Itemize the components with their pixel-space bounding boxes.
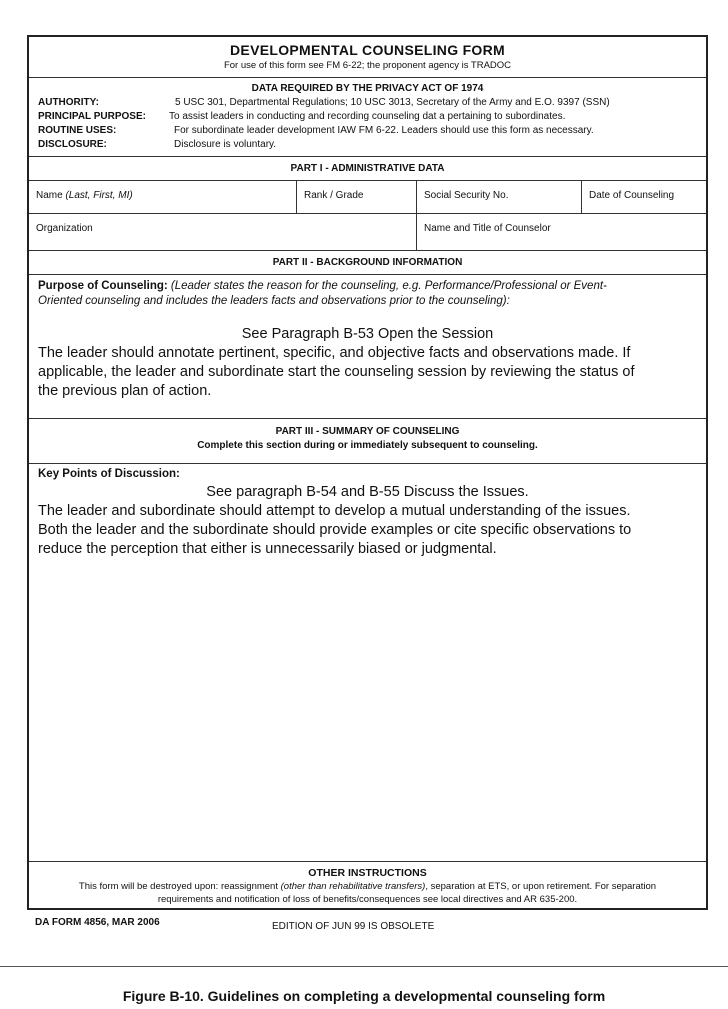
counselor-label: Name and Title of Counselor [424,223,551,234]
guidance-line: reduce the perception that either is unnecessarily biased or judgmental. [38,541,497,557]
guidance-line: the previous plan of action. [38,383,212,399]
rank-field[interactable] [296,181,416,213]
other-line-2: requirements and notification of loss of benefits/consequences see local directives and AR 635-200. [157,894,578,905]
part2-guidance-lines [38,344,634,401]
privacy-key: PRINCIPAL PURPOSE: [38,111,146,122]
purpose-text [38,279,607,309]
figure-caption: Figure B-10. Guidelines on completing a developmental counseling form [122,988,606,1004]
date-field[interactable] [581,181,706,213]
form-id: DA FORM 4856, MAR 2006 [35,917,160,928]
key-points-label: Key Points of Discussion: [38,468,180,480]
privacy-key: ROUTINE USES: [38,125,117,136]
rank-label: Rank / Grade [304,190,364,201]
date-label: Date of Counseling [589,190,675,201]
guidance-line: The leader should annotate pertinent, specific, and objective facts and observations made. If [38,345,631,361]
guidance-line: Both the leader and the subordinate should provide examples or cite specific observations to [38,522,632,538]
part3-guidance-title: See paragraph B-54 and B-55 Discuss the Issues. [206,484,529,500]
edition-note: EDITION OF JUN 99 IS OBSOLETE [272,921,435,932]
admin-row-1 [29,180,706,213]
part3-heading: PART III - SUMMARY OF COUNSELING [275,426,460,437]
privacy-value: For subordinate leader development IAW FM 6-22. Leaders should use this form as necessary. [174,125,594,136]
admin-row-2 [29,213,706,250]
privacy-section [29,77,706,156]
part2-guidance-title: See Paragraph B-53 Open the Session [241,326,494,342]
other-line-1: This form will be destroyed upon: reassignment (other than rehabilitative transfers), separation at ETS, or upon retirement. For separation [78,881,657,892]
purpose-hint-1: (Leader states the reason for the counseling, e.g. Performance/Professional or Event- [170,280,607,292]
organization-field[interactable] [29,214,416,250]
privacy-value: 5 USC 301, Departmental Regulations; 10 USC 3013, Secretary of the Army and E.O. 9397 (SSN) [175,97,610,108]
purpose-label: Purpose of Counseling: [38,280,168,292]
name-label: Name (Last, First, MI) [36,190,133,201]
privacy-value: To assist leaders in conducting and recording counseling dat a pertaining to subordinates. [169,111,566,122]
ssn-field[interactable] [416,181,581,213]
guidance-line: applicable, the leader and subordinate start the counseling session by reviewing the status of [38,364,635,380]
form-title: DEVELOPMENTAL COUNSELING FORM [230,42,505,58]
privacy-key: AUTHORITY: [38,97,99,108]
divider [0,966,728,967]
counselor-field[interactable] [416,214,706,250]
other-instructions [29,861,706,908]
ssn-label: Social Security No. [424,190,509,201]
background-section[interactable] [29,274,706,418]
privacy-value: Disclosure is voluntary. [174,139,277,150]
part3-heading-block [29,418,706,463]
guidance-line: The leader and subordinate should attempt to develop a mutual understanding of the issues. [38,503,631,519]
name-field[interactable] [29,181,296,213]
summary-section[interactable] [29,463,706,861]
part3-subheading: Complete this section during or immediately subsequent to counseling. [197,440,538,451]
part3-guidance-lines [38,502,631,559]
purpose-hint-2: Oriented counseling and includes the leaders facts and observations prior to the counseling): [38,295,510,307]
privacy-key: DISCLOSURE: [38,139,107,150]
part1-heading: PART I - ADMINISTRATIVE DATA [29,156,706,180]
organization-label: Organization [36,223,93,234]
form-subtitle: For use of this form see FM 6-22; the proponent agency is TRADOC [223,60,512,71]
counseling-form [27,35,708,910]
privacy-heading: DATA REQUIRED BY THE PRIVACY ACT OF 1974 [251,83,484,94]
other-heading: OTHER INSTRUCTIONS [308,867,427,879]
part2-heading: PART II - BACKGROUND INFORMATION [29,250,706,274]
